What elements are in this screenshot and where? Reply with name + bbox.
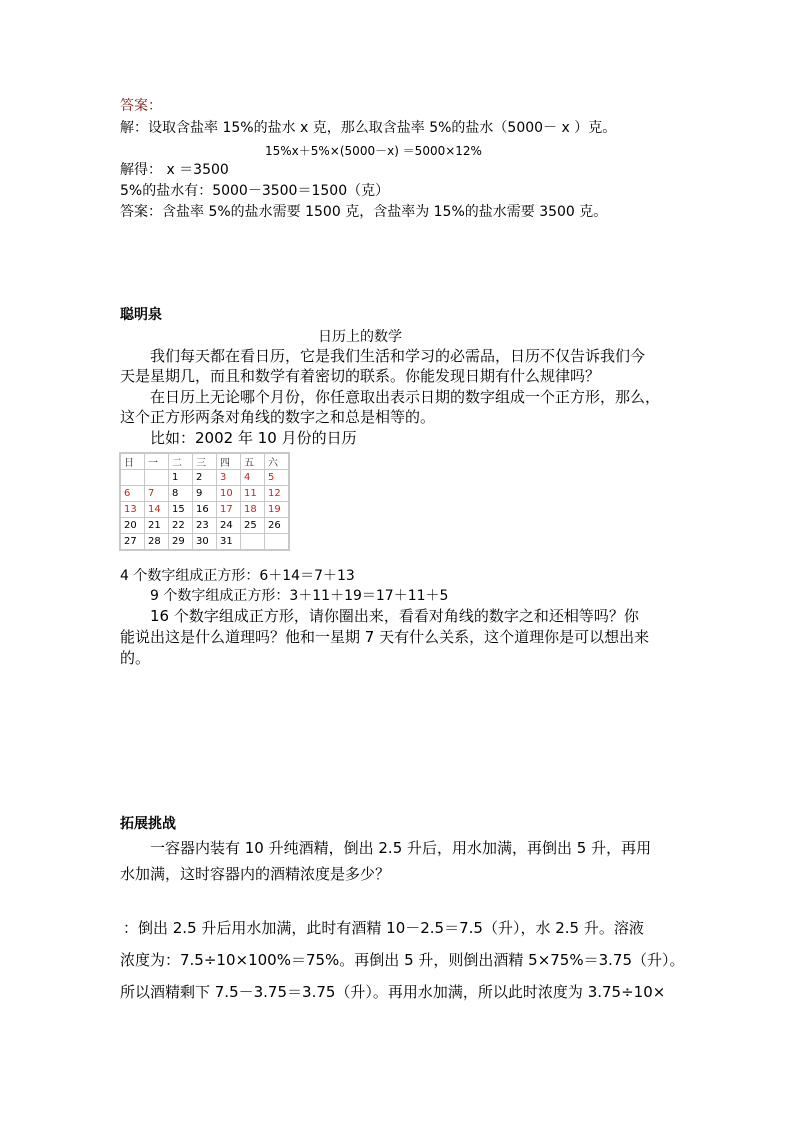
sixteen-line-b: 能说出这是什么道理吗？他和一星期 7 天有什么关系，这个道理你是可以想出来 <box>120 628 650 646</box>
calendar-day-cell: 29 <box>169 534 193 550</box>
paragraph-2b: 这个正方形两条对角线的数字之和总是相等的。 <box>120 408 436 426</box>
calendar-day-cell: 20 <box>121 518 145 534</box>
calendar-day-cell: 21 <box>145 518 169 534</box>
calendar-day-cell <box>121 470 145 486</box>
paragraph-2a: 在日历上无论哪个月份，你任意取出表示日期的数字组成一个正方形，那么， <box>150 388 661 406</box>
answer-equation: 15%x＋5%×(5000－x) ＝5000×12% <box>265 144 482 158</box>
paragraph-1b: 天是星期几，而且和数学有着密切的联系。你能发现日期有什么规律吗？ <box>120 367 601 385</box>
solution-line-1: ：倒出 2.5 升后用水加满，此时有酒精 10－2.5＝7.5（升），水 2.5 升。溶液 <box>123 919 644 937</box>
calendar-day-cell: 26 <box>265 518 289 534</box>
solution-line-2: 浓度为：7.5÷10×100%＝75%。再倒出 5 升，则倒出酒精 5×75%＝3.75（升）。 <box>120 951 685 969</box>
section-heading-challenge: 拓展挑战 <box>120 816 176 832</box>
solution-line-3: 所以酒精剩下 7.5－3.75＝3.75（升）。再用水加满，所以此时浓度为 3.75÷10× <box>120 983 666 1001</box>
calendar-header-cell: 日 <box>121 454 145 470</box>
calendar-day-cell: 8 <box>169 486 193 502</box>
calendar-day-cell <box>241 534 265 550</box>
calendar-header-row <box>121 454 289 470</box>
sixteen-line-a: 16 个数字组成正方形，请你圈出来，看看对角线的数字之和还相等吗？你 <box>150 607 639 625</box>
example-line: 比如：2002 年 10 月份的日历 <box>150 429 357 447</box>
calendar-header-cell: 二 <box>169 454 193 470</box>
calendar-header-cell: 一 <box>145 454 169 470</box>
calendar-day-cell: 30 <box>193 534 217 550</box>
calendar-day-cell: 23 <box>193 518 217 534</box>
answer-label: 答案： <box>120 98 162 114</box>
calendar-day-cell: 24 <box>217 518 241 534</box>
calendar-header-cell: 六 <box>265 454 289 470</box>
answer-five-percent: 5%的盐水有：5000－3500＝1500（克） <box>120 183 390 199</box>
answer-conclusion: 答案：含盐率 5%的盐水需要 1500 克，含盐率为 15%的盐水需要 3500 克。 <box>120 204 608 220</box>
four-number-square: 4 个数字组成正方形：6＋14＝7＋13 <box>120 568 355 584</box>
calendar-day-cell: 19 <box>265 502 289 518</box>
calendar-day-cell: 1 <box>169 470 193 486</box>
calendar-header-cell: 三 <box>193 454 217 470</box>
nine-number-square: 9 个数字组成正方形：3＋11＋19＝17＋11＋5 <box>150 588 449 604</box>
calendar-header-cell: 四 <box>217 454 241 470</box>
calendar-day-cell: 6 <box>121 486 145 502</box>
calendar-day-cell: 3 <box>217 470 241 486</box>
calendar-day-cell: 10 <box>217 486 241 502</box>
calendar-day-cell: 14 <box>145 502 169 518</box>
calendar-day-cell: 28 <box>145 534 169 550</box>
calendar-day-cell <box>145 470 169 486</box>
calendar-day-cell: 27 <box>121 534 145 550</box>
calendar-day-cell: 18 <box>241 502 265 518</box>
sixteen-line-c: 的。 <box>120 649 151 667</box>
calendar-week-row <box>121 518 289 534</box>
calendar-day-cell: 15 <box>169 502 193 518</box>
calendar-week-row <box>121 534 289 550</box>
calendar-day-cell: 9 <box>193 486 217 502</box>
calendar-week-row <box>121 470 289 486</box>
section-heading-smart: 聪明泉 <box>120 307 162 323</box>
calendar-day-cell <box>265 534 289 550</box>
question-line-1: 一容器内装有 10 升纯酒精，倒出 2.5 升后，用水加满，再倒出 5 升，再用 <box>150 839 652 857</box>
calendar-day-cell: 22 <box>169 518 193 534</box>
calendar-header-cell: 五 <box>241 454 265 470</box>
question-line-2: 水加满，这时容器内的酒精浓度是多少？ <box>120 865 391 883</box>
calendar-day-cell: 2 <box>193 470 217 486</box>
calendar-day-cell: 16 <box>193 502 217 518</box>
calendar-day-cell: 31 <box>217 534 241 550</box>
paragraph-1a: 我们每天都在看日历，它是我们生活和学习的必需品，日历不仅告诉我们今 <box>150 347 646 365</box>
calendar-day-cell: 13 <box>121 502 145 518</box>
answer-solve: 解得： x ＝3500 <box>120 162 229 178</box>
calendar-day-cell: 4 <box>241 470 265 486</box>
calendar-day-cell: 17 <box>217 502 241 518</box>
calendar-day-cell: 5 <box>265 470 289 486</box>
calendar-day-cell: 12 <box>265 486 289 502</box>
calendar-week-row <box>121 486 289 502</box>
calendar-day-cell: 25 <box>241 518 265 534</box>
answer-line-1: 解：设取含盐率 15%的盐水 x 克，那么取含盐率 5%的盐水（5000－ x ）克。 <box>120 120 617 136</box>
calendar-day-cell: 7 <box>145 486 169 502</box>
calendar-week-row <box>121 502 289 518</box>
calendar-table <box>120 453 289 550</box>
calendar-day-cell: 11 <box>241 486 265 502</box>
article-title: 日历上的数学 <box>318 329 402 345</box>
